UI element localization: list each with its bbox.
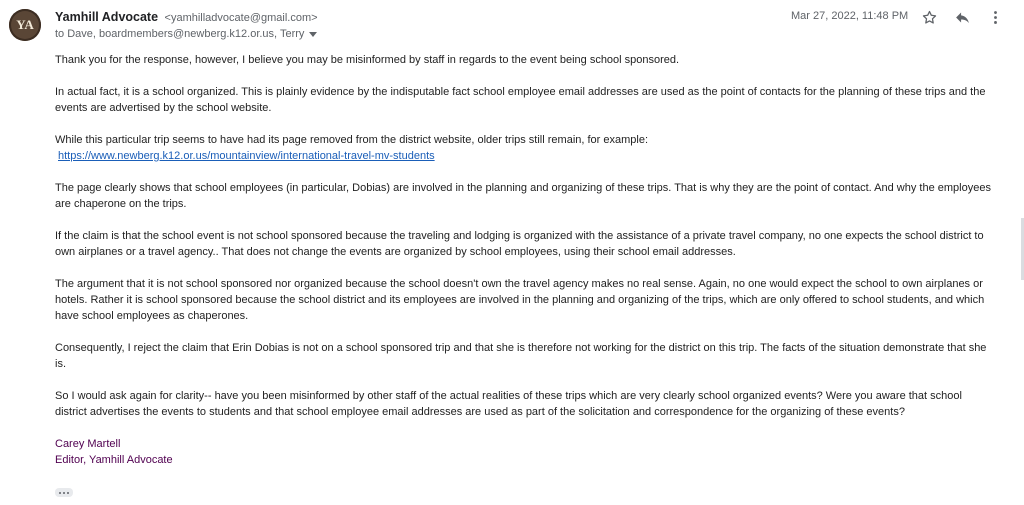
- paragraph-8: So I would ask again for clarity-- have you been misinformed by other staff of the actual realities of these trips which are very clearly school organized events? Were you aware that school district advertises the events to students and that school employee email addresses are used as part of the solicitation and correspondence for the organizing of these events?: [55, 390, 962, 418]
- paragraph-2: In actual fact, it is a school organized. This is plainly evidence by the indisputable fact school employee email addresses are used as the point of contacts for the planning of these trips and the events are advertised by the school website.: [55, 86, 986, 114]
- message-date: Mar 27, 2022, 11:48 PM: [791, 10, 909, 22]
- sender-email: <yamhilladvocate@gmail.com>: [164, 12, 318, 24]
- paragraph-3-text: While this particular trip seems to have had its page removed from the district website, older trips still remain, for example:: [55, 134, 649, 146]
- paragraph-1: Thank you for the response, however, I believe you may be misinformed by staff in regards to the event being school sponsored.: [55, 54, 680, 66]
- sender-line: [55, 10, 318, 24]
- sender-avatar[interactable]: YA: [9, 9, 41, 41]
- paragraph-7: Consequently, I reject the claim that Erin Dobias is not on a school sponsored trip and that she is therefore not working for the district on this trip. The facts of the situation demonstrate that she is.: [55, 342, 987, 370]
- star-icon[interactable]: [920, 8, 938, 26]
- ellipsis-icon[interactable]: [55, 488, 73, 497]
- recipients-line[interactable]: [55, 28, 317, 40]
- more-vert-icon[interactable]: [986, 8, 1004, 26]
- chevron-down-icon[interactable]: [309, 32, 317, 37]
- recipients-text: to Dave, boardmembers@newberg.k12.or.us, Terry: [55, 28, 305, 40]
- signature: [55, 436, 995, 468]
- paragraph-4: The page clearly shows that school employees (in particular, Dobias) are involved in the planning and organizing of these trips. That is why they are the point of contact. And why the employees are chaperone on the trips.: [55, 182, 991, 210]
- paragraph-3: [55, 132, 995, 164]
- paragraph-5: If the claim is that the school event is not school sponsored because the traveling and lodging is organized with the assistance of a private travel company, no one expects the school district to own airplanes or a travel agency.. That does not change the events are organized by school employees, using their school email addresses.: [55, 230, 984, 258]
- paragraph-6: The argument that it is not school sponsored nor organized because the school doesn't own the travel agency makes no real sense. Again, no one would expect the school to own airplanes or hotels. Rather it is school sponsored because the school district and its employees are involved in the planning and organizing of the trips, which are only offered to school students, and which have school employees as chaperones.: [55, 278, 985, 322]
- signature-title: Editor, Yamhill Advocate: [55, 454, 173, 466]
- signature-name: Carey Martell: [55, 438, 121, 450]
- message-body: [55, 52, 995, 468]
- sender-name[interactable]: Yamhill Advocate: [55, 10, 159, 24]
- district-travel-link[interactable]: https://www.newberg.k12.or.us/mountainview/international-travel-mv-students: [58, 150, 435, 162]
- reply-icon[interactable]: [953, 8, 971, 26]
